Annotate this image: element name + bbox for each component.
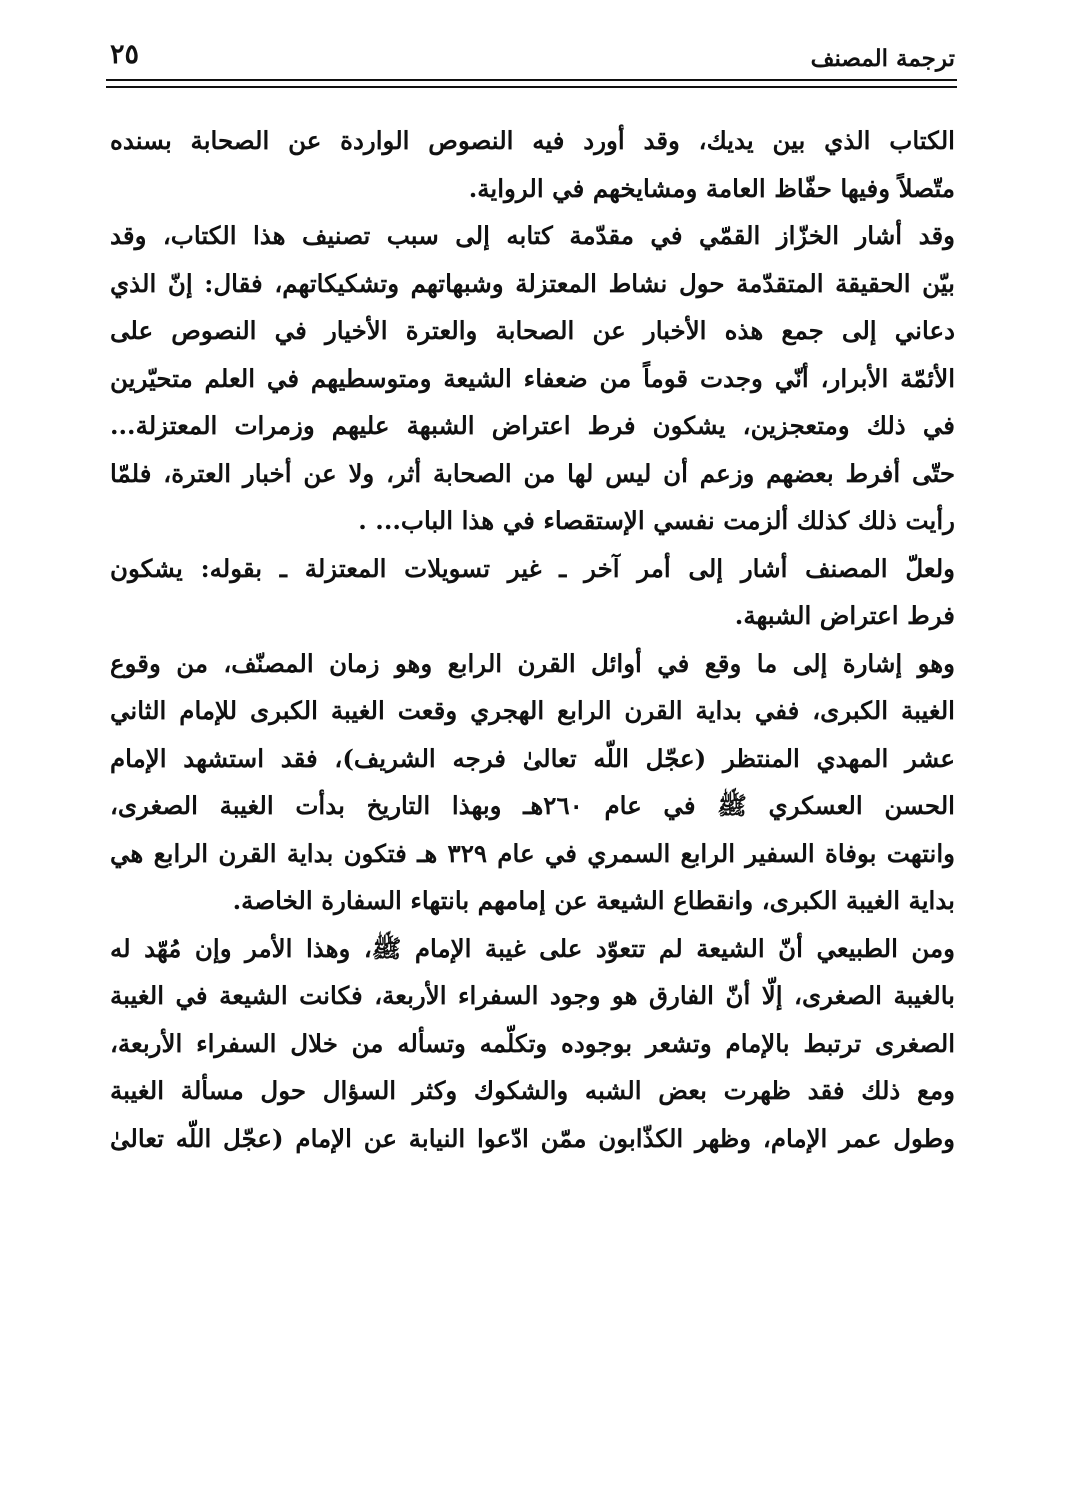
text-line: في ذلك ومتعجزين، يشكون فرط اعتراض الشبهة عليهم وزمرات المعتزلة... (110, 411, 955, 440)
text-line: بالغيبة الصغرى، إلّا أنّ الفارق هو وجود السفراء الأربعة، فكانت الشيعة في الغيبة (110, 981, 955, 1010)
text-line: الأئمّة الأبرار، أنّي وجدت قوماً من ضعفاء الشيعة ومتوسطيهم في العلم متحيّرين (110, 363, 955, 393)
text-line: ومع ذلك فقد ظهرت بعض الشبه والشكوك وكثر السؤال حول مسألة الغيبة (110, 1076, 955, 1105)
text-line: وطول عمر الإمام، وظهر الكذّابون ممّن ادّعوا النيابة عن الإمام (عجّل اللّه تعالىٰ (110, 1123, 955, 1153)
running-header (110, 36, 955, 80)
text-line: حتّى أفرط بعضهم وزعم أن ليس لها من الصحابة أثر، ولا عن أخبار العترة، فلمّا (110, 458, 955, 488)
page-number: ٢٥ (110, 39, 140, 70)
text-line: الكتاب الذي بين يديك، وقد أورد فيه النصوص الواردة عن الصحابة بسنده (110, 126, 955, 155)
text-line: دعاني إلى جمع هذه الأخبار عن الصحابة والعترة الأخيار في النصوص على (110, 316, 955, 345)
text-line: وانتهت بوفاة السفير الرابع السمري في عام ٣٢٩ هـ فتكون بداية القرن الرابع هي (110, 838, 955, 868)
text-line: الحسن العسكري ﷺ في عام ٢٦٠هـ وبهذا التاريخ بدأت الغيبة الصغرى، (110, 791, 955, 820)
text-line: الصغرى ترتبط بالإمام وتشعر بوجوده وتكلّمه وتسأله من خلال السفراء الأربعة، (110, 1028, 955, 1058)
header-title: ترجمة المصنف (810, 45, 955, 72)
header-rule-double (106, 86, 957, 88)
text-line: الغيبة الكبرى، ففي بداية القرن الرابع الهجري وقعت الغيبة الكبرى للإمام الثاني (110, 696, 955, 725)
text-line: متّصلاً وفيها حفّاظ العامة ومشايخهم في الرواية. (468, 173, 955, 203)
text-line: ومن الطبيعي أنّ الشيعة لم تتعوّد على غيبة الإمام ﷺ، وهذا الأمر وإن مُهّد له (110, 933, 955, 963)
header-rule (106, 79, 957, 81)
text-line: وقد أشار الخزّاز القمّي في مقدّمة كتابه إلى سبب تصنيف هذا الكتاب، وقد (110, 221, 955, 250)
text-line: بداية الغيبة الكبرى، وانقطاع الشيعة عن إمامهم بانتهاء السفارة الخاصة. (232, 886, 955, 915)
text-line: ولعلّ المصنف أشار إلى أمر آخر ـ غير تسويلات المعتزلة ـ بقوله: يشكون (110, 553, 955, 583)
text-line: رأيت ذلك كذلك ألزمت نفسي الإستقصاء في هذا الباب... . (358, 506, 955, 535)
text-line: وهو إشارة إلى ما وقع في أوائل القرن الرابع وهو زمان المصنّف، من وقوع (110, 648, 955, 678)
text-line: بيّن الحقيقة المتقدّمة حول نشاط المعتزلة وشبهاتهم وتشكيكاتهم، فقال: إنّ الذي (110, 268, 955, 298)
text-line: فرط اعتراض الشبهة. (734, 601, 955, 630)
body-text (110, 117, 955, 1162)
text-line: عشر المهدي المنتظر (عجّل اللّه تعالىٰ فرجه الشريف)، فقد استشهد الإمام (110, 743, 955, 773)
